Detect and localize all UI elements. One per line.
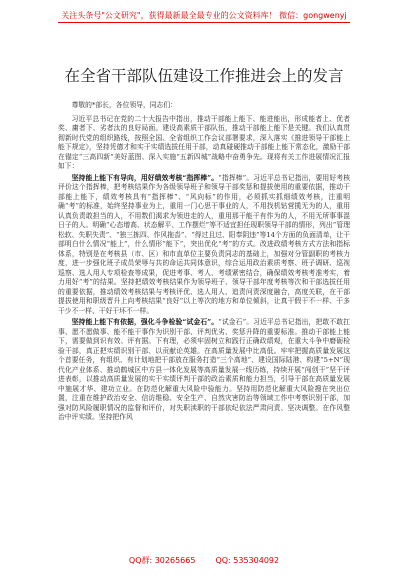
section-heading-2: 坚持能上能下有依据，强化斗争检验“试金石”。 [71,318,219,326]
paragraph-section-2 [58,318,350,423]
paragraph-section-1 [58,174,350,317]
section-text-2: “试金石”。习近平总书记指出，把敢不敢扛事、愿不愿做事、能不能干事作为识别干部、评判优劣、奖惩升降的重要标准。推动干部能上能下，需要做到识有效、评有据。下有理，必须牢固树立和践行正确政绩观，在重大斗争中磨砺检验干部，真正把实绩识别干部、以贡献论英雄。在高质量发展中比高低。牢牢把握高质量发展这个首要任务，有组织、有计划地把干部放在服务打造“三个高地”、建设国际陆港、构建“5+N”现代化产业体系、推动鹤城区中方县一体化发展等高质量发展一线历练，持续开展“闯创干”坚干评进表彰，以推动高质量发展的实干实绩评判干部的政治素质和能力担当，引导干部在高质量发展中施展才华、建功立业。在防范化解重大风险中验能力。坚持用防范化解重大风险搜在突出位置，注重在维护政治安全、信访维稳、安全生产、自然灾害防治等领域工作中考察识别干部，加强对防风险履职情况的监督和评价，对失职渎职的干部依纪依法严肃问责、坚决调整。在作风整治中评实绩。坚持把作风 [58,318,350,421]
footer-contact [0,555,408,566]
salutation: 尊敬的*部长，各位领导，同志们： [71,101,177,109]
section-text-1: “指挥棒”。习近平总书记指出，要用好考核评价这个指挥棒，把考核结果作为各级领导班子和领导干部奖惩和提拔使用的重要依据，推动干部能上能下，绩效考核具有“指挥棒”、“风向标”的作用，必须抓实抓细绩效考核，注重明确“考”的标准，始终坚持事业为上，重用一门心思干事业的人，不用找机钻营揽无为的人，重用认真负责敢担当的人，不用数们渴求为领进走的人，重用那干能干有作为的人，不用无所事事混日子的人。明确“心态增高、状态解平、工作摆烂”等不适宜担任现职领导干部的情形，列出“管理松软、失职失责”、“独三拣四、作风拖沓”、“得过且过、阳奉阴违”等14个方面的负面清单，让干部明白什么情况“能上”，什么情形“能下”，突出优化“考”的方式。改进政绩考核方式方法和指标体系，特别是在考核县（市、区）和市直单位主要负责同志的基础上，加强对分管副职的考核力度，进一步强化班子成员荣辱与共的命运共同体意识，综合运用政治素质考察、班子调研、巡视巡察、选人用人专项检查等成果，促进考事、考人、考绩紧密结合，确保绩效考核考准考实，着力用好“考”的结果。坚持把绩效考核结果作为领导班子、领导干部年度考核等次和干部选拔任用的重要依据，推动绩效考核结果与考核评优、选人用人、追责问责深度融合，高度关联，在干部提拔使用和职级晋升上向考核结果“良好”以上等次的地方和单位倾斜，让真干假干不一样、干多干少不一样、干好干坏不一样。 [58,173,350,315]
header-banner-text: 关注头条号"公文研究"，获得最新最全最专业的公文资料库！ 微信：gongwenyj [61,11,347,20]
footer-qq-group: QQ群: 30265665 [128,556,196,565]
footer-qq: QQ: 535304092 [215,556,280,565]
header-divider [58,22,350,23]
document-body [58,101,350,425]
section-heading-1: 坚持能上能下有导向，用好绩效考核“指挥棒”。 [71,173,219,182]
header-banner [58,10,350,32]
document-title: 在全省干部队伍建设工作推进会上的发言 [64,67,344,85]
paragraph-intro: 习近平总书记在党的二十大报告中指出，推动干部能上能下、能进能出，形成能者上、优者奖、庸者下、劣者汰的良好局面。建设高素质干部队伍，推动干部能上能下是关键。我们认真贯彻新时代党的组织路线，按照全国、全省组织工作会议部署要求，深入落实《推进领导干部能上能下规定》，坚持凭德才和实干实绩选拔任用干部，动真碰硬推动干部能上能下常态化，激励干部在锚定“三高四新”美好蓝图、深入实施“五新四城”战略中奋勇争先。现将有关工作进展情况汇报如下： [58,114,350,170]
